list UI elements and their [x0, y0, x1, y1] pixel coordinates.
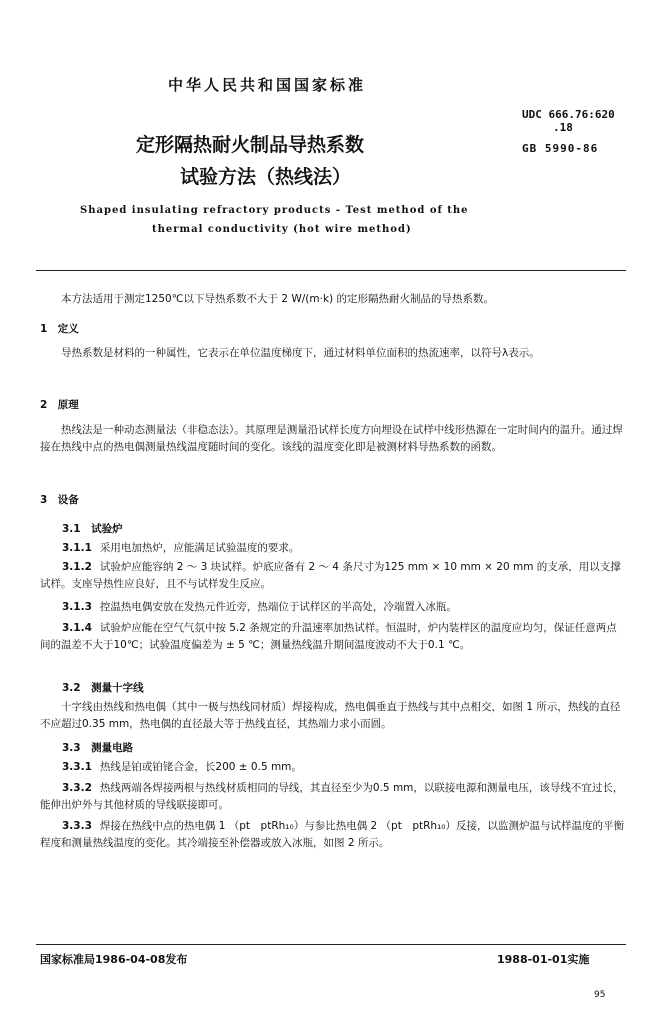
clause-number: 3.3.1 — [62, 761, 92, 773]
clause-text: 焊接在热线中点的热电偶 1 （pt ptRh₁₀）与参比热电偶 2 （pt ptRh₁₀）反接，以监测炉温与试样温度的平衡程度和测量热线温度的变化。其冷端接至补偿器或放入冰瓶，如图 2 所示。 — [40, 820, 624, 849]
clause-text: 采用电加热炉，应能满足试验温度的要求。 — [99, 542, 300, 554]
clause-3-1-3 — [40, 599, 625, 616]
clause-text: 控温热电偶安放在发热元件近旁，热端位于试样区的半高处，冷端置入冰瓶。 — [99, 601, 457, 613]
title-cn-line1: 定形隔热耐火制品导热系数 — [136, 134, 365, 156]
udc-code: UDC 666.76:620 — [522, 108, 615, 121]
clause-3-3-3 — [40, 818, 625, 852]
section-2-text: 热线法是一种动态测量法（非稳态法）。其原理是测量沿试样长度方向埋设在试样中线形热源在一定时间内的温升。通过焊接在热线中点的热电偶测量热线温度随时间的变化。该线的温度变化即是被测材料导热系数的函数。 — [40, 424, 623, 453]
clause-number: 3.3.2 — [62, 782, 92, 794]
section-1-heading: 1 定义 — [40, 323, 79, 335]
section-3-3-heading: 3.3 测量电路 — [62, 742, 134, 754]
intro-paragraph: 本方法适用于测定1250℃以下导热系数不大于 2 W/(m·k) 的定形隔热耐火制品的导热系数。 — [61, 293, 494, 305]
section-2-heading: 2 原理 — [40, 399, 79, 411]
header-divider — [36, 270, 626, 271]
clause-number: 3.1.4 — [62, 622, 92, 634]
clause-3-1-4 — [40, 620, 625, 654]
clause-text: 试验炉应能在空气气氛中按 5.2 条规定的升温速率加热试样。恒温时，炉内装样区的温度应均匀，保证任意两点间的温差不大于10℃；试验温度偏差为 ± 5 ℃；测量热线温升期间温度波动不大于0.1 ℃。 — [40, 622, 617, 651]
title-en-line1: Shaped insulating refractory products - Test method of the — [80, 205, 469, 216]
clause-number: 3.1.2 — [62, 561, 92, 573]
clause-number: 3.1.1 — [62, 542, 92, 554]
footer-divider — [36, 944, 626, 945]
page-number: 95 — [594, 990, 606, 1000]
section-3-heading: 3 设备 — [40, 494, 79, 506]
publish-date: 国家标准局1986-04-08发布 — [40, 953, 188, 966]
section-3-1-heading: 3.1 试验炉 — [62, 523, 123, 535]
clause-number: 3.1.3 — [62, 601, 92, 613]
clause-number: 3.3.3 — [62, 820, 92, 832]
standard-name: 中华人民共和国国家标准 — [168, 76, 367, 94]
title-cn-line2: 试验方法（热线法） — [180, 166, 352, 188]
implementation-date: 1988-01-01实施 — [497, 953, 590, 966]
clause-3-1-2 — [40, 559, 625, 593]
section-3-2-heading: 3.2 测量十字线 — [62, 682, 144, 694]
clause-text: 热线是铂或铂铑合金，长200 ± 0.5 mm。 — [99, 761, 302, 773]
gb-number: GB 5990-86 — [522, 142, 599, 155]
clause-text: 热线两端各焊接两根与热线材质相同的导线，其直径至少为0.5 mm，以联接电源和测量电压，该导线不宜过长，能伸出炉外与其他材质的导线联接即可。 — [40, 782, 624, 811]
udc-code-continued: .18 — [553, 121, 573, 134]
clause-3-1-1 — [40, 540, 625, 557]
title-en-line2: thermal conductivity (hot wire method) — [152, 224, 412, 235]
section-3-2-text: 十字线由热线和热电偶（其中一极与热线同材质）焊接构成，热电偶垂直于热线与其中点相交，如图 1 所示，热线的直径不应超过0.35 mm，热电偶的直径最大等于热线直径，其热端力求小而圆。 — [40, 701, 621, 730]
clause-3-3-2 — [40, 780, 625, 814]
section-1-text: 导热系数是材料的一种属性，它表示在单位温度梯度下，通过材料单位面积的热流速率，以符号λ表示。 — [61, 347, 540, 359]
clause-3-3-1 — [40, 759, 625, 776]
clause-text: 试验炉应能容纳 2 ～ 3 块试样。炉底应备有 2 ～ 4 条尺寸为125 mm × 10 mm × 20 mm 的支承，用以支撑试样。支座导热性应良好，且不与试样发生反应。 — [40, 561, 621, 590]
